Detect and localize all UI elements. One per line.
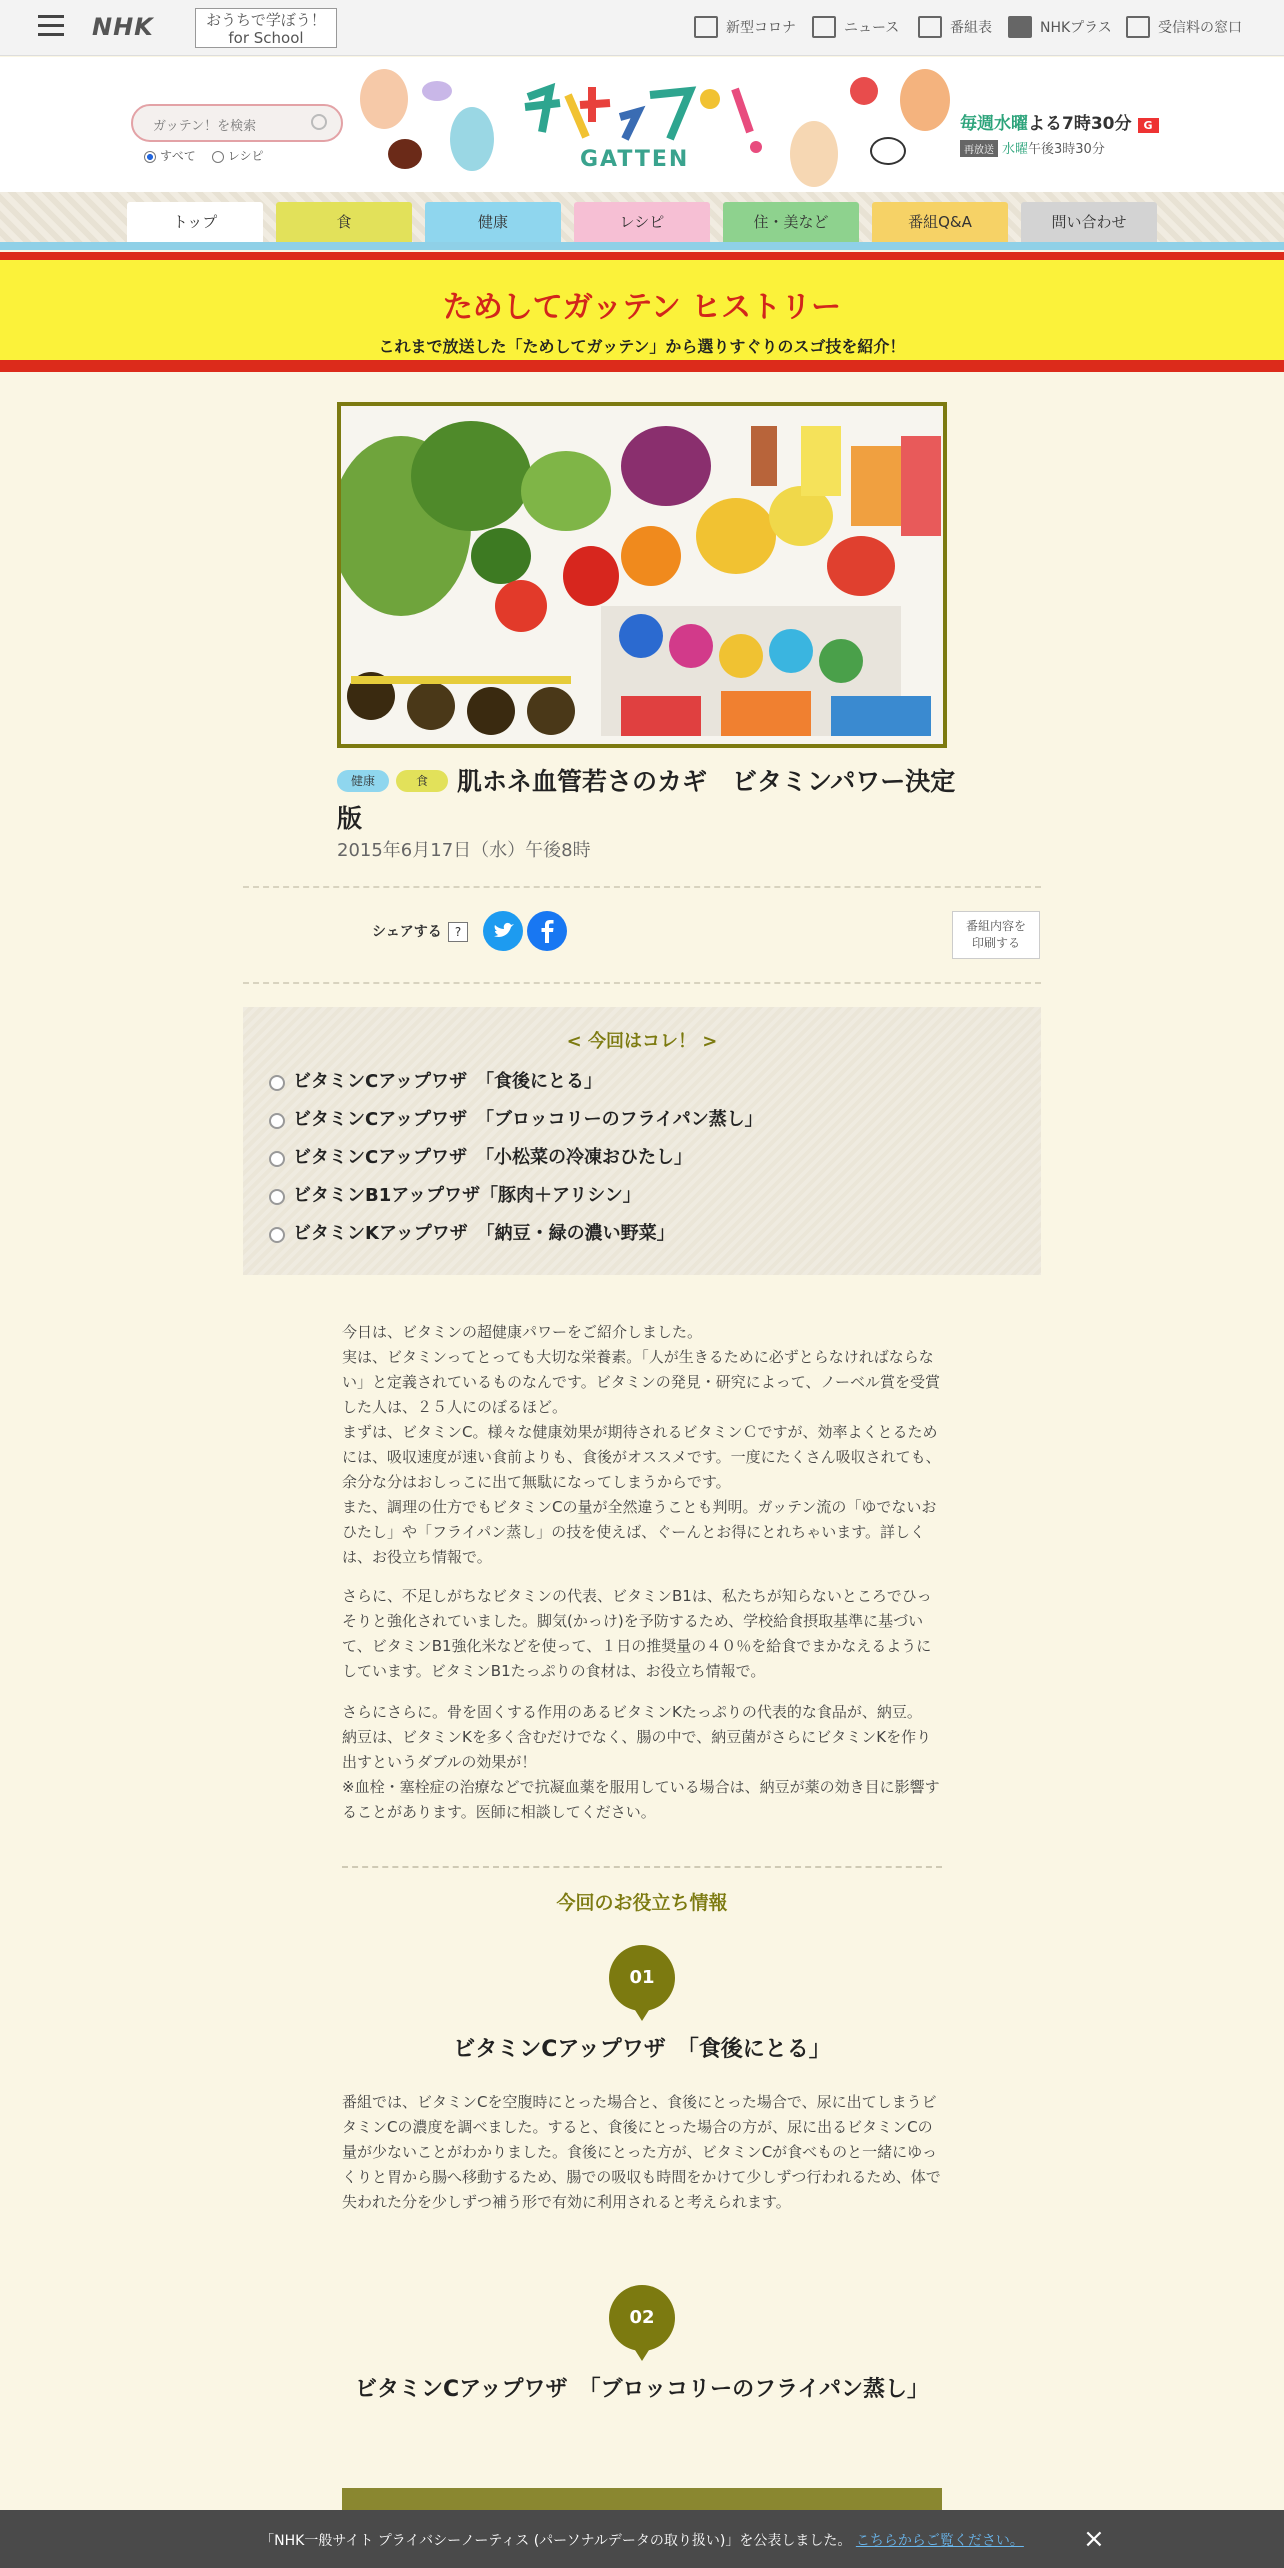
tab-qa[interactable]: 番組Q&A	[872, 202, 1008, 242]
tip-number-badge: 02	[609, 2285, 675, 2351]
gatten-logo-sub: GATTEN	[580, 147, 690, 172]
print-line2: 印刷する	[971, 936, 1020, 950]
history-banner	[0, 260, 1284, 360]
radio-recipe[interactable]: レシピ	[212, 147, 264, 164]
bowl-illustration	[388, 139, 422, 169]
circle-bullet-icon	[269, 1151, 285, 1167]
tip-title: ビタミンCアップワザ 「ブロッコリーのフライパン蒸し」	[354, 2377, 930, 2402]
nav-nhkplus[interactable]	[1008, 16, 1112, 38]
share-help-button[interactable]: ?	[448, 922, 468, 942]
grid-icon	[918, 16, 942, 38]
tab-food[interactable]: 食	[276, 202, 412, 242]
highlight-item[interactable]	[243, 1215, 1041, 1253]
vitamin-foods-photo	[341, 406, 943, 744]
close-icon[interactable]: ×	[1083, 2524, 1105, 2554]
news-icon	[812, 16, 836, 38]
highlight-text: ビタミンCアップワザ 「食後にとる」	[293, 1071, 602, 1092]
nhk-logo[interactable]: NHK	[92, 13, 154, 41]
dashed-divider	[342, 1866, 942, 1868]
glasses-illustration	[422, 81, 452, 101]
tab-contact[interactable]: 問い合わせ	[1021, 202, 1157, 242]
search-scope	[144, 147, 263, 164]
divider-stripe	[0, 252, 1284, 260]
circle-bullet-icon	[269, 1189, 285, 1205]
highlight-item[interactable]	[243, 1063, 1041, 1101]
for-school-link[interactable]	[195, 8, 337, 48]
category-tabs	[0, 192, 1284, 244]
rerun-time: 午後3時30分	[1028, 142, 1105, 157]
nav-corona[interactable]	[694, 16, 796, 38]
divider-stripe	[0, 360, 1284, 372]
nav-fee-label: 受信料の窓口	[1158, 20, 1242, 36]
nav-schedule[interactable]	[918, 16, 992, 38]
nav-fee[interactable]	[1126, 16, 1242, 38]
menu-icon[interactable]	[38, 15, 64, 37]
highlights-list	[243, 1063, 1041, 1253]
twitter-icon[interactable]	[483, 911, 523, 951]
broadcast-info	[960, 109, 1159, 157]
tip-number-badge: 01	[609, 1945, 675, 2011]
highlight-item[interactable]	[243, 1139, 1041, 1177]
nav-schedule-label: 番組表	[950, 20, 992, 36]
banner-title: ためしてガッテン ヒストリー	[442, 290, 842, 325]
tips-heading: 今回のお役立ち情報	[556, 1892, 728, 1914]
tab-health[interactable]: 健康	[425, 202, 561, 242]
tab-top[interactable]: トップ	[127, 202, 263, 242]
tab-living[interactable]: 住・美など	[723, 202, 859, 242]
tab-recipe[interactable]: レシピ	[574, 202, 710, 242]
circle-bullet-icon	[269, 1227, 285, 1243]
nav-corona-label: 新型コロナ	[726, 20, 796, 36]
bcast-day: 毎週水曜	[960, 114, 1028, 134]
body-paragraph: さらにさらに。骨を固くする作用のあるビタミンKたっぷりの代表的な食品が、納豆。 納豆は、ビタミンKを多く含むだけでなく、腸の中で、納豆菌がさらにビタミンKを作り出すというダブルの効果が！ ※血栓・塞栓症の治療などで抗凝血薬を服用している場合は、納豆が薬の効き目に影響することがあります。医師に相談してください。	[342, 1703, 940, 1821]
banner-subtitle: これまで放送した「ためしてガッテン」から選りすぐりのスゴ技を紹介！	[378, 337, 906, 356]
star-illustration	[850, 77, 878, 105]
for-school-line1: おうちで学ぼう！	[206, 11, 326, 29]
hero-image	[337, 402, 947, 748]
highlight-text: ビタミンCアップワザ 「ブロッコリーのフライパン蒸し」	[293, 1109, 763, 1130]
search-icon[interactable]	[311, 114, 327, 130]
news-paper-icon	[694, 16, 718, 38]
fee-window-icon	[1126, 16, 1150, 38]
nav-news-label: ニュース	[844, 20, 900, 36]
broadcast-date: 2015年6月17日（水）午後8時	[337, 840, 591, 861]
highlight-text: ビタミンB1アップワザ「豚肉＋アリシン」	[293, 1185, 641, 1206]
global-nav-bar	[0, 0, 1284, 56]
search-input[interactable]	[131, 104, 343, 142]
print-line1: 番組内容を	[965, 919, 1026, 933]
character-illustration	[450, 107, 494, 171]
tag-food[interactable]: 食	[396, 770, 448, 792]
search-placeholder: ガッテン！を検索	[153, 119, 257, 134]
highlights-heading: < 今回はコレ！ >	[566, 1031, 718, 1052]
highlight-item[interactable]	[243, 1101, 1041, 1139]
nav-news[interactable]	[812, 16, 899, 38]
privacy-message: 「NHK一般サイト プライバシーノーティス (パーソナルデータの取り扱い)」を公表しました。	[260, 2533, 852, 2549]
dashed-divider	[243, 886, 1041, 888]
privacy-link[interactable]: こちらからご覧ください。	[855, 2533, 1024, 2549]
bcast-time: よる7時30分	[1028, 114, 1132, 134]
radio-all[interactable]: すべて	[144, 147, 196, 164]
program-header	[0, 57, 1284, 192]
character-illustration	[360, 69, 408, 129]
highlight-text: ビタミンKアップワザ 「納豆・緑の濃い野菜」	[293, 1223, 675, 1244]
dashed-divider	[243, 982, 1041, 984]
nav-nhkplus-label: NHKプラス	[1040, 20, 1112, 36]
article-title: 肌ホネ血管若さのカギ ビタミンパワー決定版	[337, 767, 956, 833]
rerun-badge: 再放送	[960, 140, 998, 157]
print-button[interactable]	[952, 911, 1040, 959]
channel-badge: G	[1138, 118, 1159, 133]
body-paragraph: 今日は、ビタミンの超健康パワーをご紹介しました。 実は、ビタミンってとっても大切な栄養素。「人が生きるために必ずとらなければならない」と定義されているものなんです。ビタミンの発見・研究によって、ノーベル賞を受賞した人は、２５人にのぼるほど。 まずは、ビタミンC。様々な健康効果が期待されるビタミンＣですが、効率よくとるためには、吸収速度が速い食前よりも、食後がオススメです。一度にたくさん吸収されても、余分な分はおしっこに出て無駄になってしまうからです。 また、調理の仕方でもビタミンCの量が全然違うことも判明。ガッテン流の「ゆでないおひたし」や「フライパン蒸し」の技を使えば、ぐーんとお得にとれちゃいます。詳しくは、お役立ち情報で。	[342, 1323, 941, 1566]
cloud-illustration	[870, 137, 906, 165]
tag-health[interactable]: 健康	[337, 770, 389, 792]
circle-bullet-icon	[269, 1075, 285, 1091]
highlights-box	[243, 1007, 1041, 1275]
character-illustration	[900, 69, 950, 131]
character-illustration	[790, 121, 838, 187]
divider-stripe	[0, 242, 1284, 250]
nhkplus-icon	[1008, 16, 1032, 38]
facebook-icon[interactable]	[527, 911, 567, 951]
privacy-notice-bar	[0, 2510, 1284, 2568]
circle-bullet-icon	[269, 1113, 285, 1129]
tip-text: 番組では、ビタミンCを空腹時にとった場合と、食後にとった場合で、尿に出てしまうビタミンCの濃度を調べました。すると、食後にとった場合の方が、尿に出るビタミンCの量が少ないことがわかりました。食後にとった方が、ビタミンCが食べものと一緒にゆっくりと胃から腸へ移動するため、腸での吸収も時間をかけて少しずつ行われるため、体で失われた分を少しずつ補う形で有効に利用されると考えられます。	[342, 2093, 941, 2211]
body-paragraph: さらに、不足しがちなビタミンの代表、ビタミンB1は、私たちが知らないところでひっそりと強化されていました。脚気(かっけ)を予防するため、学校給食摂取基準に基づいて、ビタミンB1強化米などを使って、１日の推奨量の４０％を給食でまかなえるようにしています。ビタミンB1たっぷりの食材は、お役立ち情報で。	[342, 1587, 932, 1680]
for-school-line2: for School	[228, 29, 304, 47]
rerun-day: 水曜	[1002, 142, 1029, 157]
tip-title: ビタミンCアップワザ 「食後にとる」	[453, 2037, 831, 2062]
highlight-item[interactable]	[243, 1177, 1041, 1215]
share-label: シェアする	[372, 924, 442, 940]
highlight-text: ビタミンCアップワザ 「小松菜の冷凍おひたし」	[293, 1147, 692, 1168]
